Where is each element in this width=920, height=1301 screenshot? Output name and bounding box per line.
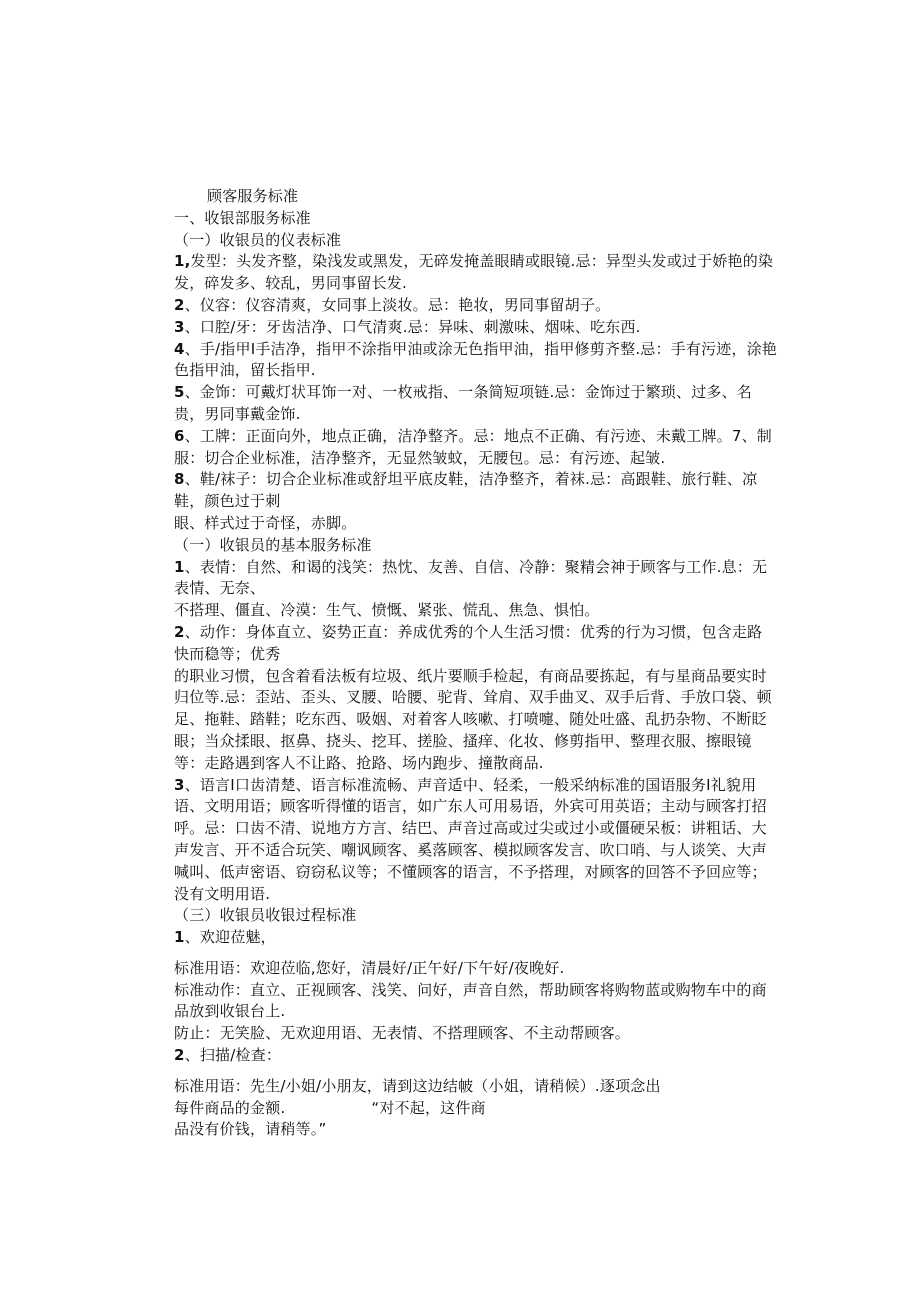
appearance-standards-list [174,251,792,534]
list-item-continuation: 的职业习惯，包含着看法板有垃圾、纸片要顺手检起，有商品要拣起，有与星商品要实时 [174,666,767,685]
subsection-heading: （三）收银员收银过程标准 [174,906,357,925]
list-item-continuation: 贵，男同事戴金饰. [174,404,301,423]
list-item-continuation: 等：走路遇到客人不让路、抢路、场内跑步、撞散商品. [174,753,544,772]
step-text: 品放到收银台上. [174,1002,286,1021]
step-text: 防止：无笑脸、无欢迎用语、无表情、不搭理顾客、不主动帮顾客。 [174,1024,631,1043]
list-item-continuation: 鞋，颜色过于刺 [174,492,281,511]
step-text: 品没有价钱，请稍等。” [174,1120,327,1139]
step-text: 标准动作：直立、正视顾客、浅笑、问好，声音自然，帮助顾客将购物蓝或购物车中的商 [174,980,767,999]
section-heading: 一、收银部服务标准 [174,208,311,227]
list-item-continuation: 色指甲油，留长指甲. [174,361,316,380]
list-item: 2、仪容：仪容清爽，女同事上淡妆。忌：艳妆，男同事留胡子。 [174,295,611,314]
step-text: 标准用语：欢迎莅临,您好，清晨好/正午好/下午好/夜晚好. [174,958,565,977]
list-item-continuation: 归位等.忌：歪站、歪头、叉腰、哈腰、驼背、耸肩、双手曲叉、双手后背、手放口袋、顿 [174,688,772,707]
step-heading: 1、欢迎莅魅， [174,928,276,947]
list-item-continuation: 表情、无奈、 [174,579,266,598]
step-text: 标准用语：先生/小姐/小朋友，请到这边结帔（小姐，请稍候）.逐项念出 [174,1076,661,1095]
list-item-continuation: 呼。忌：口齿不清、说地方方言、结巴、声音过高或过尖或过小或僵硬呆板：讲粗话、大 [174,819,767,838]
list-item-continuation: 语、文明用语；顾客听得懂的语言，如广东人可用易语，外宾可用英语；主动与顾客打招 [174,797,767,816]
document-body [174,186,792,1141]
list-item-continuation: 服：切合企业标准，洁净整齐，无显然皱蚊，无腰包。忌：有污迹、起皱. [174,448,666,467]
list-item: 4、手/指甲I手洁净，指甲不涂指甲油或涂无色指甲油，指甲修剪齐整.忌：手有污迹，涂艳 [174,339,778,358]
list-item-continuation: 声发言、开不适合玩笑、嘲讽顾客、奚落顾客、模拟顾客发言、吹口哨、与人谈笑、大声 [174,840,767,859]
list-item-continuation: 不搭理、僵直、冷漠：生气、愤慨、紧张、慌乱、焦急、惧怕。 [174,601,600,620]
list-item: 5、金饰：可戴灯状耳饰一对、一枚戒指、一条简短项链.忌：金饰过于繁琐、过多、名 [174,383,753,402]
step-heading: 2、扫描/检查： [174,1046,282,1065]
list-item: 6、工牌：正面向外，地点正确，洁净整齐。忌：地点不正确、有污迹、未戴工牌。7、制 [174,426,772,445]
list-item: 2、动作：身体直立、姿势正直：养成优秀的个人生活习惯：优秀的行为习惯，包含走路 [174,622,763,641]
list-item-continuation: 快而稳等；优秀 [174,644,281,663]
list-item-continuation: 眼、样式过于奇怪，赤脚。 [174,513,357,532]
list-item: 1、表情：自然、和谒的浅笑：热忱、友善、自信、冷静：聚精会神于顾客与工作.息：无 [174,557,768,576]
list-item: 1,发型：头发齐整，染浅发或黑发，无碎发掩盖眼睛或眼镜.忌：异型头发或过于娇艳的染 [174,252,774,271]
basic-service-standards-list [174,557,792,906]
list-item-continuation: 足、拖鞋、踏鞋；吃东西、吸姻、对着客人咳嗽、打喷嚏、随处吐盛、乱扔杂物、不断眨 [174,710,767,729]
subsection-heading: （一）收银员的基本服务标准 [174,535,372,554]
list-item-continuation: 发，碎发多、较乱，男同事留长发. [174,274,407,293]
checkout-process-list [174,927,792,1141]
list-item-continuation: 没有文明用语. [174,884,271,903]
step-text: 每件商品的金额. “对不起，这件商 [174,1098,486,1117]
list-item: 3、语言I口齿清楚、语言标准流畅、声音适中、轻柔，一般采纳标准的国语服务I礼貌用 [174,775,757,794]
document-title: 顾客服务标准 [207,187,299,205]
subsection-heading: （一）收银员的仪表标准 [174,230,342,249]
list-item-continuation: 眼；当众揉眼、抠鼻、挠头、挖耳、搓脸、搔痒、化妆、修剪指甲、整理衣服、擦眼镜 [174,731,752,750]
list-item-continuation: 喊叫、低声密语、窃窃私议等；不懂顾客的语言，不予搭理，对顾客的回答不予回应等； [174,862,767,881]
list-item: 3、口腔/牙：牙齿洁净、口气清爽.忌：异味、刺激味、烟味、吃东西. [174,317,641,336]
list-item: 8、鞋/袜子：切合企业标准或舒坦平底皮鞋，洁净整齐，着袜.忌：高跟鞋、旅行鞋、凉 [174,470,758,489]
